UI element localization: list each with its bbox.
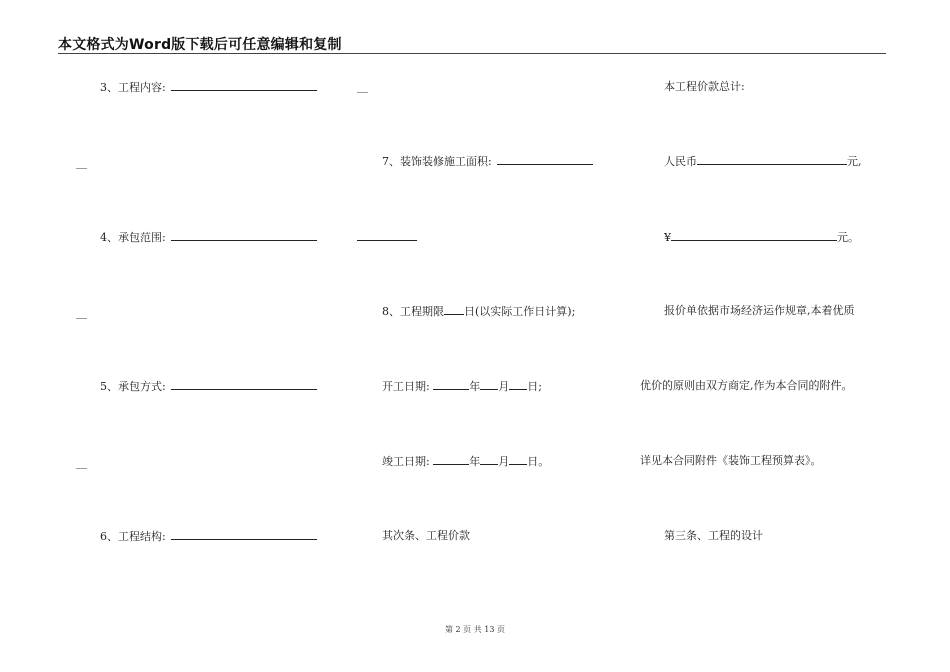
- item-6-blank: [171, 529, 317, 540]
- item-6-row: [100, 529, 317, 544]
- item-4-row: [100, 230, 317, 245]
- start-year-blank: [433, 379, 469, 390]
- item-8-label: 8、工程期限: [382, 305, 444, 318]
- dash-2: __: [76, 306, 87, 319]
- yen-unit: 元。: [837, 231, 859, 244]
- rmb-unit: 元,: [847, 155, 862, 168]
- start-month-blank: [480, 379, 498, 390]
- rmb-label: 人民币: [664, 155, 697, 168]
- yen-symbol: ¥: [664, 231, 671, 244]
- item-3-blank: [171, 80, 317, 91]
- end-year-blank: [433, 454, 469, 465]
- start-month-label: 月: [498, 380, 510, 393]
- col2-blank-line: [357, 230, 417, 245]
- dash-3: __: [76, 456, 87, 469]
- start-year-label: 年: [469, 380, 481, 393]
- item-7-row: [382, 154, 593, 169]
- dash-1: __: [76, 156, 87, 169]
- quote-paragraph-line-3: 详见本合同附件《装饰工程预算表》。: [640, 454, 822, 467]
- section-3-heading: 第三条、工程的设计: [664, 529, 763, 542]
- item-7-blank: [497, 154, 593, 165]
- end-month-label: 月: [498, 455, 510, 468]
- end-month-blank: [480, 454, 498, 465]
- start-day-label: 日;: [527, 380, 542, 393]
- start-day-blank: [509, 379, 527, 390]
- start-date-row: [382, 379, 542, 394]
- quote-paragraph-line-2: 优价的原则由双方商定,作为本合同的附件。: [640, 379, 853, 392]
- item-8-blank: [444, 304, 464, 315]
- end-day-label: 日。: [527, 455, 550, 468]
- total-label: 本工程价款总计:: [664, 80, 745, 93]
- item-4-blank: [171, 230, 317, 241]
- quote-paragraph-line-1: 报价单依据市场经济运作规章,本着优质: [664, 304, 855, 317]
- header-rule: [58, 53, 886, 54]
- item-5-label: 5、承包方式:: [100, 380, 166, 393]
- rmb-blank: [697, 154, 847, 165]
- item-8-row: [382, 304, 575, 319]
- page-number: 第 2 页 共 13 页: [445, 625, 505, 634]
- yen-blank: [671, 230, 837, 241]
- end-year-label: 年: [469, 455, 481, 468]
- item-4-label: 4、承包范围:: [100, 231, 166, 244]
- document-header: 本文格式为Word版下载后可任意编辑和复制: [58, 37, 342, 53]
- col2-blank: [357, 230, 417, 241]
- section-2-heading: 其次条、工程价款: [382, 529, 470, 542]
- end-date-row: [382, 454, 549, 469]
- start-date-label: 开工日期:: [382, 380, 430, 393]
- item-3-row: [100, 80, 317, 95]
- item-6-label: 6、工程结构:: [100, 530, 166, 543]
- rmb-row: [664, 154, 862, 169]
- item-7-label: 7、装饰装修施工面积:: [382, 155, 492, 168]
- item-3-label: 3、工程内容:: [100, 81, 166, 94]
- item-8-suffix: 日(以实际工作日计算);: [464, 305, 576, 318]
- yen-row: [664, 230, 859, 245]
- end-day-blank: [509, 454, 527, 465]
- col2-dash: __: [357, 80, 368, 93]
- item-5-blank: [171, 379, 317, 390]
- item-5-row: [100, 379, 317, 394]
- end-date-label: 竣工日期:: [382, 455, 430, 468]
